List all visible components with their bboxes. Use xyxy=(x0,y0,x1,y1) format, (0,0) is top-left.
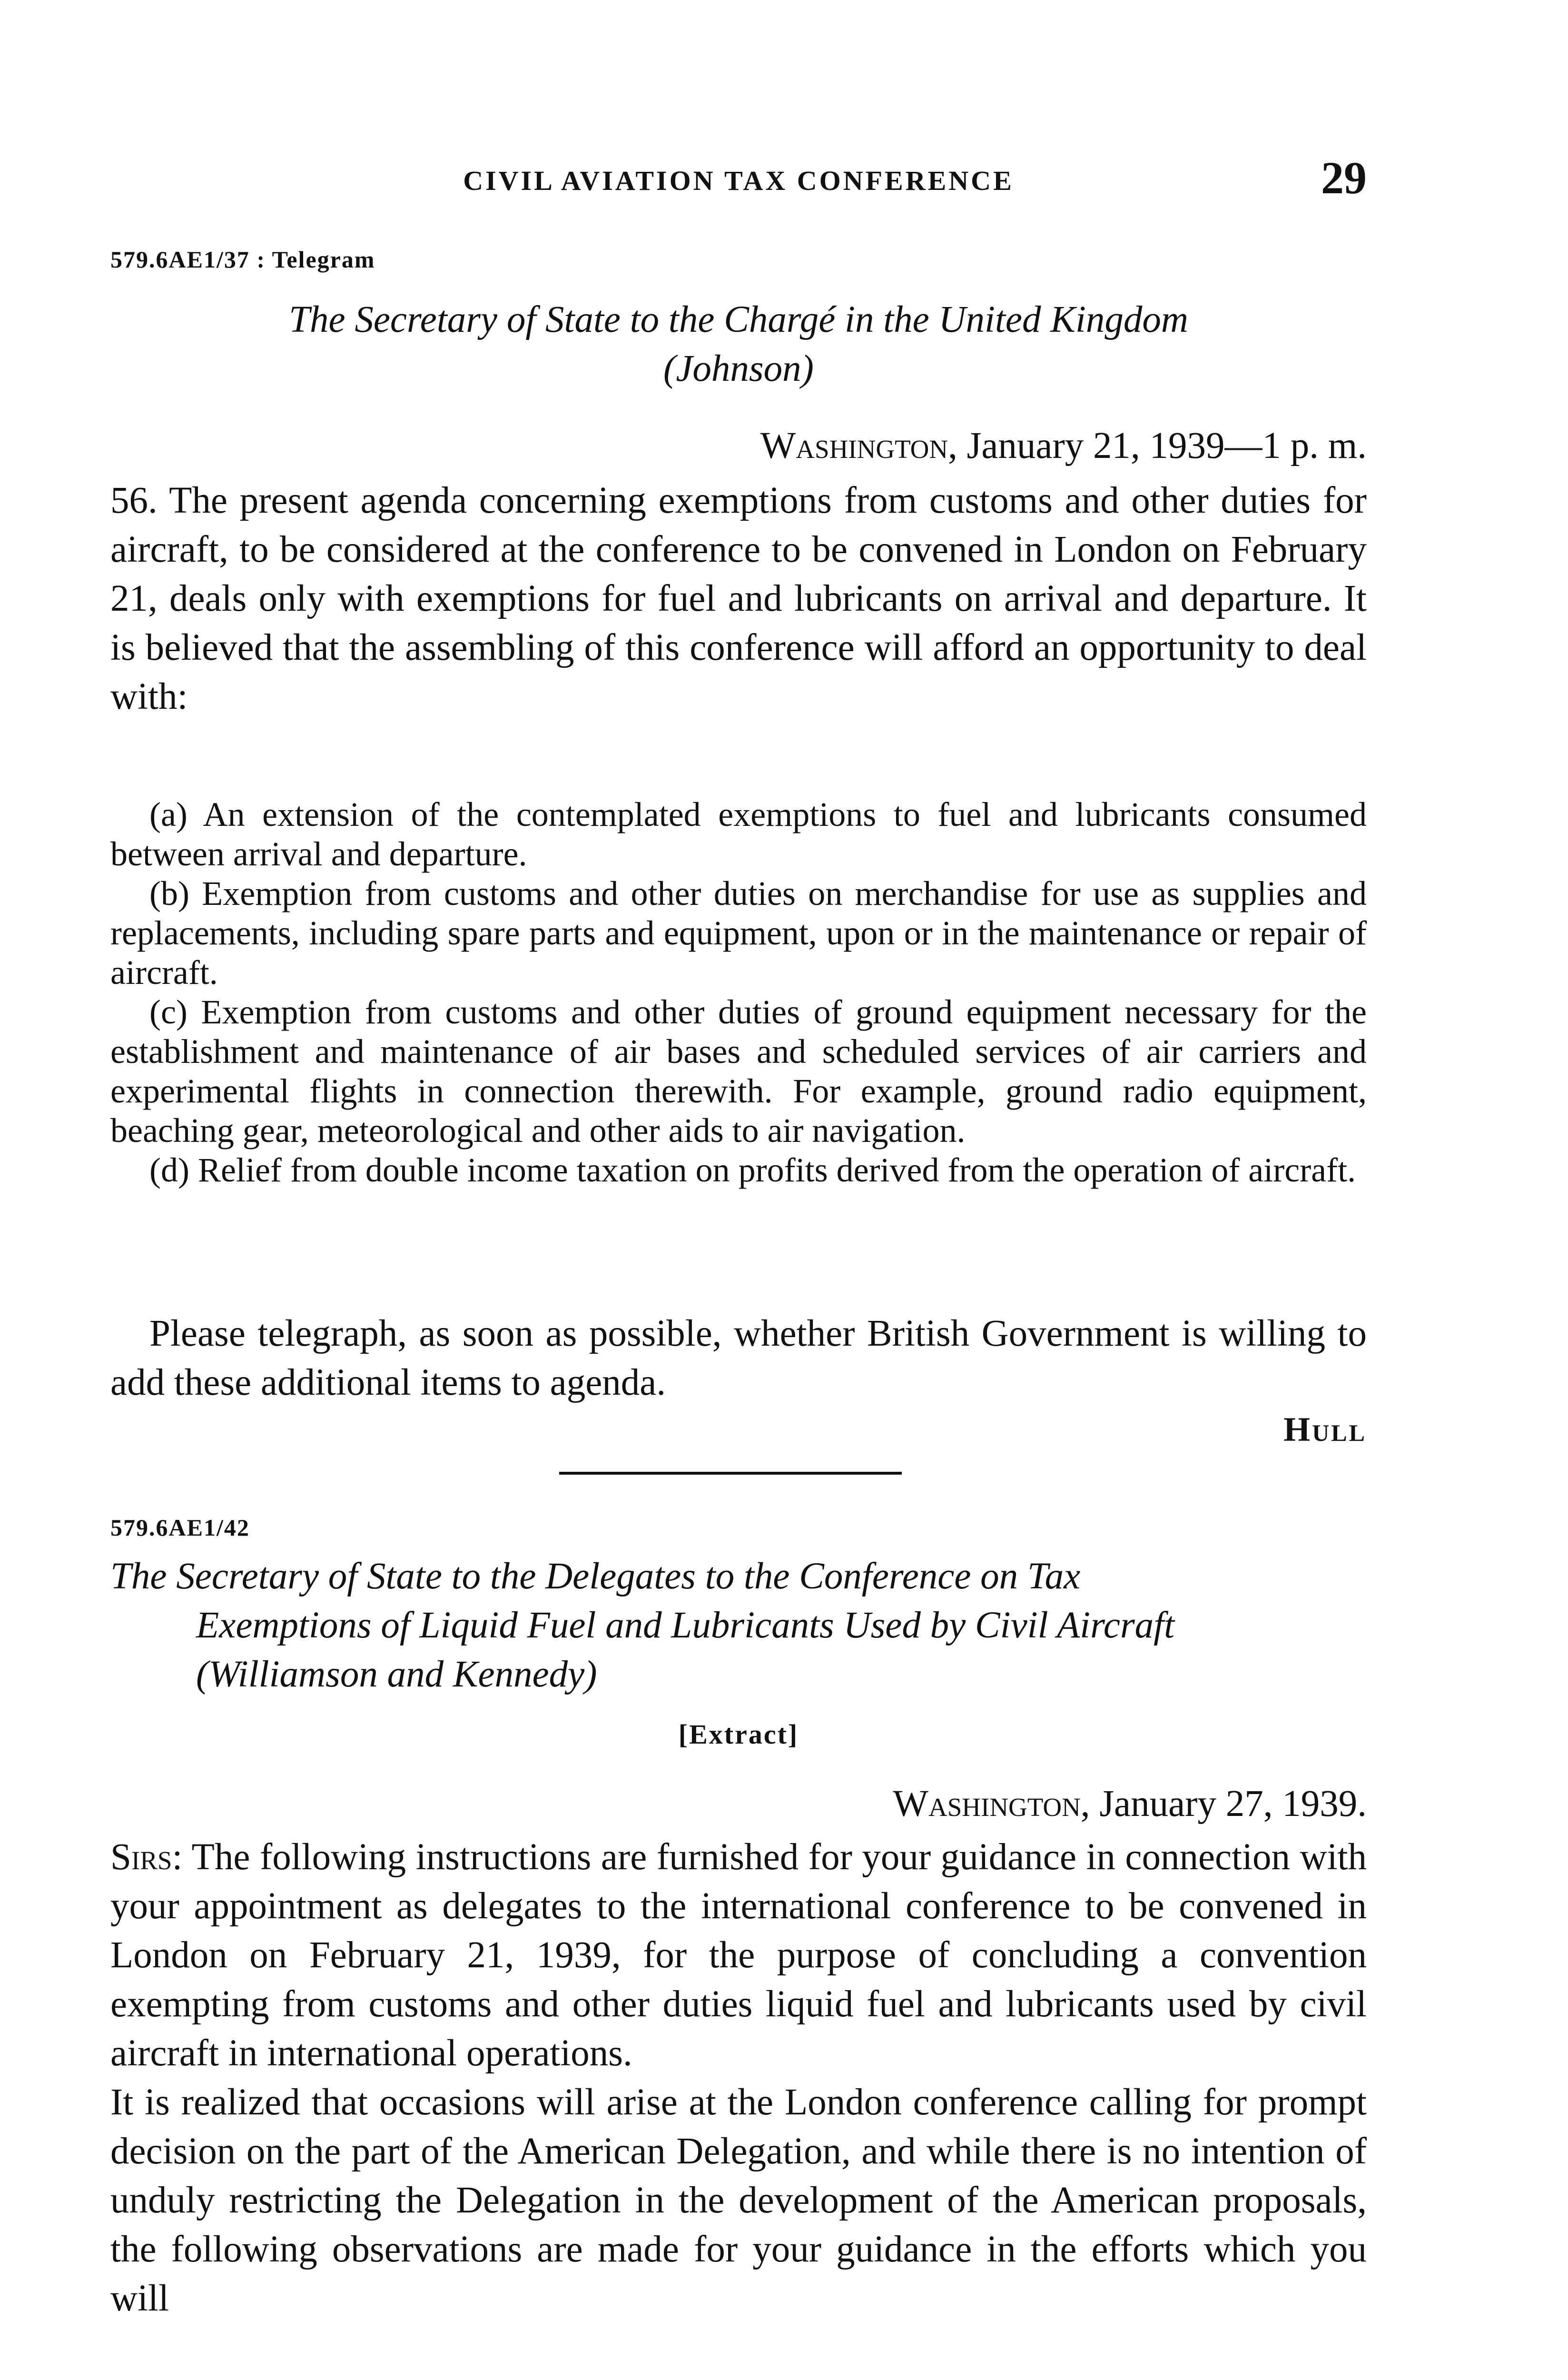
paragraph xyxy=(110,1833,1367,2078)
list-item: (a) An extension of the contemplated exemptions to fuel and lubricants consumed between arrival and departure. xyxy=(110,795,1367,873)
list-item: (b) Exemption from customs and other duties on merchandise for use as supplies and replacements, including spare parts and equipment, upon or in the maintenance or repair of aircraft. xyxy=(110,874,1367,992)
telegram-body xyxy=(110,476,1367,721)
list-item: (c) Exemption from customs and other duties of ground equipment necessary for the establishment and maintenance of air bases and scheduled services of air carriers and experimental flights in connection therewith. For example, ground radio equipment, beaching gear, meteorological and other aids to air navigation. xyxy=(110,993,1367,1150)
page-number: 29 xyxy=(1321,152,1367,203)
heading-line: The Secretary of State to the Chargé in the United Kingdom xyxy=(289,299,1188,340)
signature: Hull xyxy=(1283,1410,1367,1448)
dateline-date: January 21, 1939—1 p. m. xyxy=(957,425,1367,466)
running-head xyxy=(110,151,1367,204)
salutation: Sirs: xyxy=(110,1836,183,1878)
extract-label: [Extract] xyxy=(678,1719,799,1750)
letter-body xyxy=(110,1833,1367,2323)
dateline-place: Washington, xyxy=(760,425,957,466)
document-heading xyxy=(110,1552,1410,1699)
dateline-place: Washington, xyxy=(893,1783,1090,1825)
running-title: CIVIL AVIATION TAX CONFERENCE xyxy=(463,165,1014,196)
item-list xyxy=(110,795,1367,1190)
heading-line: (Johnson) xyxy=(663,348,814,389)
file-reference: 579.6AE1/42 xyxy=(110,1514,250,1541)
section-divider xyxy=(559,1472,902,1475)
list-item: (d) Relief from double income taxation on profits derived from the operation of aircraft. xyxy=(149,1151,1356,1189)
dateline xyxy=(110,425,1367,467)
heading-line: Exemptions of Liquid Fuel and Lubricants Used by Civil Aircraft xyxy=(196,1605,1175,1646)
heading-line: (Williamson and Kennedy) xyxy=(196,1654,597,1695)
heading-line: The Secretary of State to the Delegates to the Conference on Tax xyxy=(110,1556,1081,1597)
file-reference: 579.6AE1/37 : Telegram xyxy=(110,246,375,273)
document-heading xyxy=(110,295,1367,393)
paragraph: 56. The present agenda concerning exemptions from customs and other duties for aircraft, to be considered at the conference to be convened in London on February 21, deals only with exemptions for fuel and lubricants on arrival and departure. It is believed that the assembling of this conference will afford an opportunity to deal with: xyxy=(110,480,1367,717)
paragraph: Please telegraph, as soon as possible, whether British Government is willing to add these additional items to agenda. xyxy=(110,1313,1367,1403)
paragraph: It is realized that occasions will arise at the London conference calling for prompt decision on the part of the American Delegation, and while there is no intention of unduly restricting the Delegation in the development of the American proposals, the following observations are made for your guidance in the efforts which you will xyxy=(110,2082,1367,2319)
dateline xyxy=(110,1783,1367,1825)
paragraph-text: The following instructions are furnished for your guidance in connection with your appointment as delegates to the international conference to be convened in London on February 21, 1939, for the purpose of concluding a convention exempting from customs and other duties liquid fuel and lubricants used by civil aircraft in international operations. xyxy=(110,1836,1367,2074)
closing-paragraph xyxy=(110,1309,1367,1407)
dateline-date: January 27, 1939. xyxy=(1090,1783,1367,1825)
